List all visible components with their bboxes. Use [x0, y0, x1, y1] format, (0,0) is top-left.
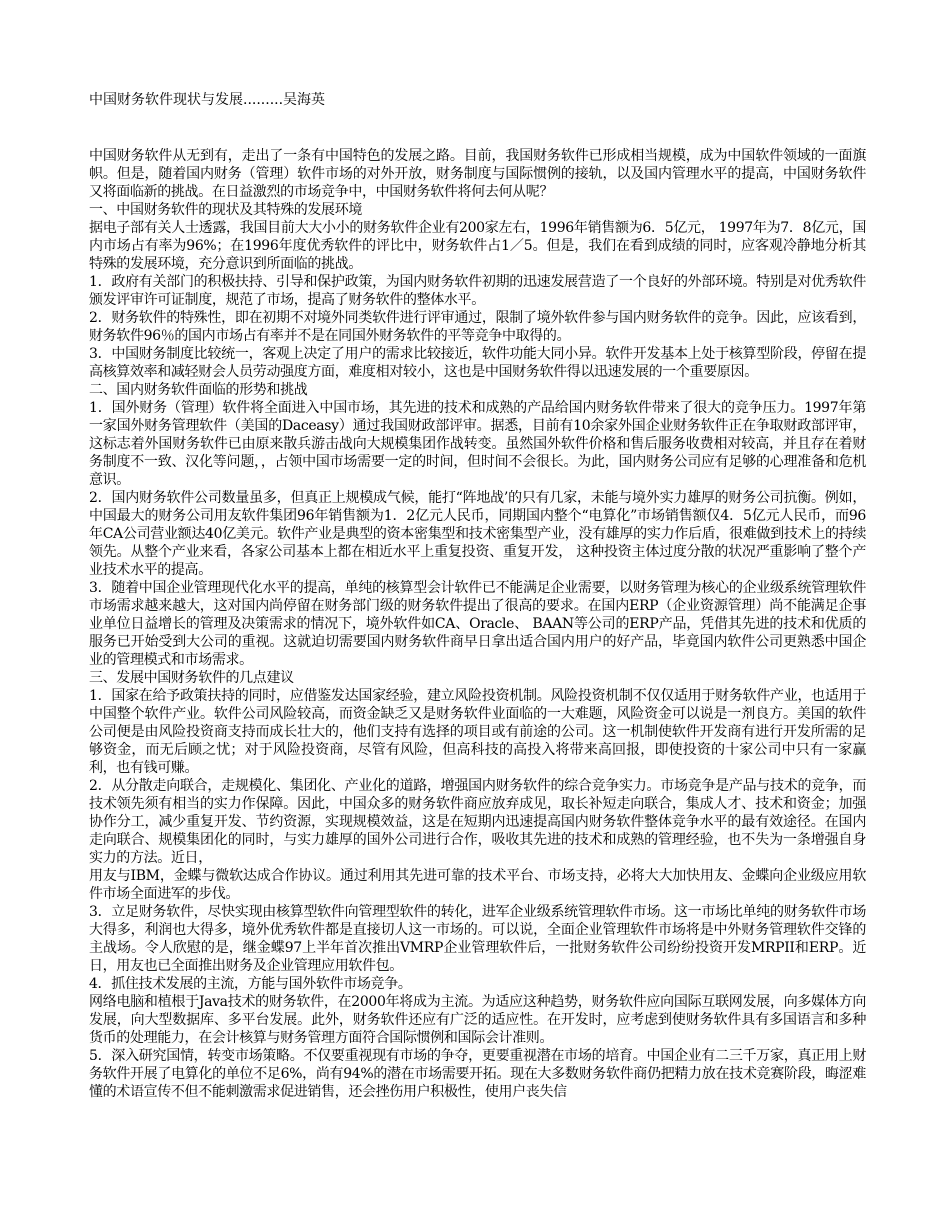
paragraph: 5．深入研究国情，转变市场策略。不仅要重视现有市场的争夺，更要重视潜在市场的培育。中国企业有二三千万家，真正用上财务软件开展了电算化的单位不足6%，尚有94%的潜在市场需要开拓。现在大多数财务软件商仍把精力放在技术竞赛阶段，晦涩难懂的术语宣传不但不能刺激需求促进销售，还会挫伤用户积极性，使用户丧失信 — [89, 1048, 866, 1100]
paragraph-intro: 中国财务软件从无到有，走出了一条有中国特色的发展之路。目前，我国财务软件已形成相当规模，成为中国软件领域的一面旗帜。但是，随着国内财务（管理）软件市场的对外开放，财务制度与国际惯例的接轨，以及国内管理水平的提高，中国财务软件又将面临新的挑战。在日益激烈的市场竞争中，中国财务软件将何去何从呢？ — [89, 148, 866, 200]
paragraph: 2．从分散走向联合，走规模化、集团化、产业化的道路，增强国内财务软件的综合竞争实力。市场竞争是产品与技术的竞争，而技术领先须有相当的实力作保障。因此，中国众多的财务软件商应放弃成见，取长补短走向联合，集成人才、技术和资金；加强协作分工，减少重复开发、节约资源，实现规模效益，这是在短期内迅速提高国内财务软件整体竞争水平的最有效途径。在国内走向联合、规模集团化的同时，与实力雄厚的国外公司进行合作，吸收其先进的技术和成熟的管理经验，也不失为一条增强自身实力的方法。近日， — [89, 778, 866, 866]
document-title: 中国财务软件现状与发展.........吴海英 — [89, 92, 326, 108]
paragraph: 据电子部有关人士透露，我国目前大大小小的财务软件企业有200家左右，1996年销售额为6．5亿元， 1997年为7．8亿元，国内市场占有率为96%；在1996年度优秀软件的评比中，财务软件占1／5。但是，我们在看到成绩的同时，应客观冷静地分析其特殊的发展环境，充分意识到所面临的挑战。 — [89, 220, 866, 272]
paragraph: 1．国家在给予政策扶持的同时，应借鉴发达国家经验，建立风险投资机制。风险投资机制不仅仅适用于财务软件产业，也适用于中国整个软件产业。软件公司风险较高，而资金缺乏又是财务软件业面临的一大难题，风险资金可以说是一剂良方。美国的软件公司便是由风险投资商支持而成长壮大的，他们支持有选择的项目或有前途的公司。这一机制使软件开发商有进行开发所需的足够资金，而无后顾之忧；对于风险投资商，尽管有风险，但高科技的高投入将带来高回报，即使投资的十家公司中只有一家赢利，也有钱可赚。 — [89, 688, 866, 776]
paragraph: 网络电脑和植根于Java技术的财务软件，在2000年将成为主流。为适应这种趋势，财务软件应向国际互联网发展，向多媒体方向发展，向大型数据库、多平台发展。此外，财务软件还应有广泛的适应性。在开发时，应考虑到使财务软件具有多国语言和多种货币的处理能力，在会计核算与财务管理方面符合国际惯例和国际会计准则。 — [89, 994, 866, 1046]
section-heading-1: 一、中国财务软件的现状及其特殊的发展环境 — [89, 202, 362, 218]
paragraph: 2．国内财务软件公司数量虽多，但真正上规模成气候，能打“阵地战’的只有几家，未能与境外实力雄厚的财务公司抗衡。例如，中国最大的财务公司用友软件集团96年销售额为1．2亿元人民币，同期国内整个“电算化”市场销售额仅4．5亿元人民币，而96年CA公司营业额达40亿美元。软件产业是典型的资本密集型和技术密集型产业，没有雄厚的实力作后盾，很难做到技术上的持续领先。从整个产业来看，各家公司基本上都在相近水平上重复投资、重复开发， 这种投资主体过度分散的状况严重影响了整个产业技术水平的提高。 — [89, 490, 866, 578]
section-heading-3: 三、发展中国财务软件的几点建议 — [89, 670, 294, 686]
paragraph: 用友与IBM，金蝶与微软达成合作协议。通过利用其先进可靠的技术平台、市场支持，必将大大加快用友、金蝶向企业级应用软件市场全面进军的步伐。 — [89, 868, 866, 902]
paragraph: 3．立足财务软件，尽快实现由核算型软件向管理型软件的转化，进军企业级系统管理软件市场。这一市场比单纯的财务软件市场大得多，利润也大得多，境外优秀软件都是直接切人这一市场的。可以说，全面企业管理软件市场将是中外财务管理软件交锋的主战场。令人欣慰的是，继金蝶97上半年首次推出VMRP企业管理软件后，一批财务软件公司纷纷投资开发MRPII和ERP。近日，用友也已全面推出财务及企业管理应用软件包。 — [89, 904, 866, 974]
section-heading-2: 二、国内财务软件面临的形势和挑战 — [89, 382, 308, 398]
paragraph: 3．随着中国企业管理现代化水平的提高，单纯的核算型会计软件已不能满足企业需要，以财务管理为核心的企业级系统管理软件市场需求越来越大，这对国内尚停留在财务部门级的财务软件提出了很高的要求。在国内ERP（企业资源管理）尚不能满足企事业单位日益增长的管理及决策需求的情况下，境外软件如CA、Oracle、 BAAN等公司的ERP产品，凭借其先进的技术和优质的服务已开始受到大公司的重视。这就迫切需要国内财务软件商早日拿出适合国内用户的好产品，毕竟国内软件公司更熟悉中国企业的管理模式和市场需求。 — [89, 580, 866, 668]
document-body — [89, 147, 866, 1101]
paragraph: 4．抓住技术发展的主流，方能与国外软件市场竞争。 — [89, 976, 412, 992]
paragraph: 1．政府有关部门的积极扶持、引导和保护政策，为国内财务软件初期的迅速发展营造了一个良好的外部环境。特别是对优秀软件颁发评审许可证制度，规范了市场，提高了财务软件的整体水平。 — [89, 274, 866, 308]
paragraph: 1．国外财务（管理）软件将全面进入中国市场，其先进的技术和成熟的产品给国内财务软件带来了很大的竞争压力。1997年第一家国外财务管理软件（美国的Daceasy）通过我国财政部评审。据悉，目前有10余家外国企业财务软件正在争取财政部评审，这标志着外国财务软件已由原来散兵游击战向大规模集团作战转变。虽然国外软件价格和售后服务收费相对较高，并且存在着财务制度不一致、汉化等问题，，占领中国市场需要一定的时间，但时间不会很长。为此，国内财务公司应有足够的心理准备和危机意识。 — [89, 400, 866, 488]
paragraph: 2．财务软件的特殊性，即在初期不对境外同类软件进行评审通过，限制了境外软件参与国内财务软件的竞争。因此，应该看到，财务软件96％的国内市场占有率并不是在同国外财务软件的平等竞争中取得的。 — [89, 310, 866, 344]
paragraph: 3．中国财务制度比较统一，客观上决定了用户的需求比较接近，软件功能大同小异。软件开发基本上处于核算型阶段，停留在提高核算效率和减轻财会人员劳动强度方面，难度相对较小，这也是中国财务软件得以迅速发展的一个重要原因。 — [89, 346, 866, 380]
